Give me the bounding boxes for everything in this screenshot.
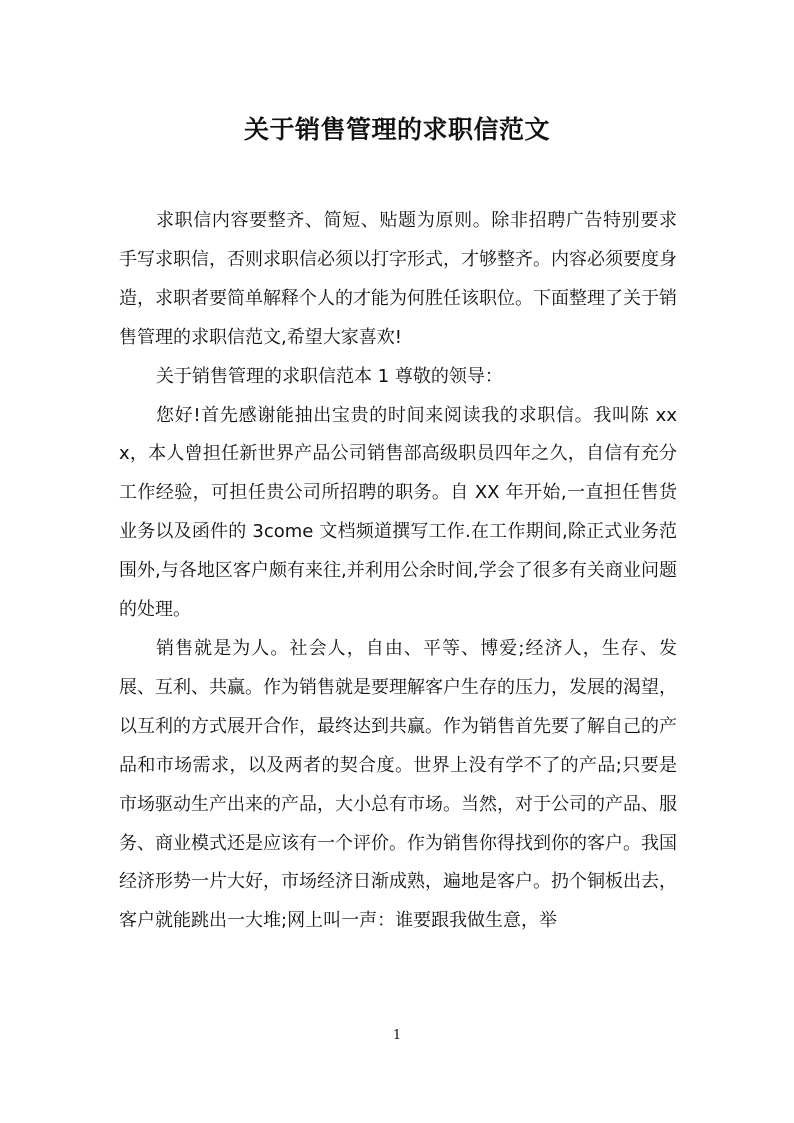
paragraph-intro: 求职信内容要整齐、简短、贴题为原则。除非招聘广告特别要求手写求职信，否则求职信必须以打字形式，才够整齐。内容必须要度身造，求职者要简单解释个人的才能为何胜任该职位。下面整理了关于销售管理的求职信范文,希望大家喜欢! <box>119 210 677 348</box>
paragraph-introduction: 您好!首先感谢能抽出宝贵的时间来阅读我的求职信。我叫陈 xxx，本人曾担任新世界产品公司销售部高级职员四年之久，自信有充分工作经验，可担任贵公司所招聘的职务。自 XX 年开始,一直担任售货业务以及函件的 3come 文档频道撰写工作.在工作期间,除正式业务范围外,与各地区客户颇有来往,并利用公余时间,学会了很多有关商业问题的处理。 <box>119 404 677 621</box>
paragraph-sales-philosophy: 销售就是为人。社会人，自由、平等、博爱;经济人，生存、发展、互利、共赢。作为销售就是要理解客户生存的压力，发展的渴望，以互利的方式展开合作，最终达到共赢。作为销售首先要了解自己的产品和市场需求，以及两者的契合度。世界上没有学不了的产品;只要是市场驱动生产出来的产品，大小总有市场。当然，对于公司的产品、服务、商业模式还是应该有一个评价。作为销售你得找到你的客户。我国经济形势一片大好，市场经济日渐成熟，遍地是客户。扔个铜板出去，客户就能跳出一大堆;网上叫一声：谁要跟我做生意，举 <box>119 637 677 932</box>
document-body <box>119 202 677 941</box>
document-title: 关于销售管理的求职信范文 <box>243 115 550 144</box>
page-number: 1 <box>392 1028 402 1043</box>
paragraph-salutation: 关于销售管理的求职信范本 1 尊敬的领导： <box>156 365 503 387</box>
